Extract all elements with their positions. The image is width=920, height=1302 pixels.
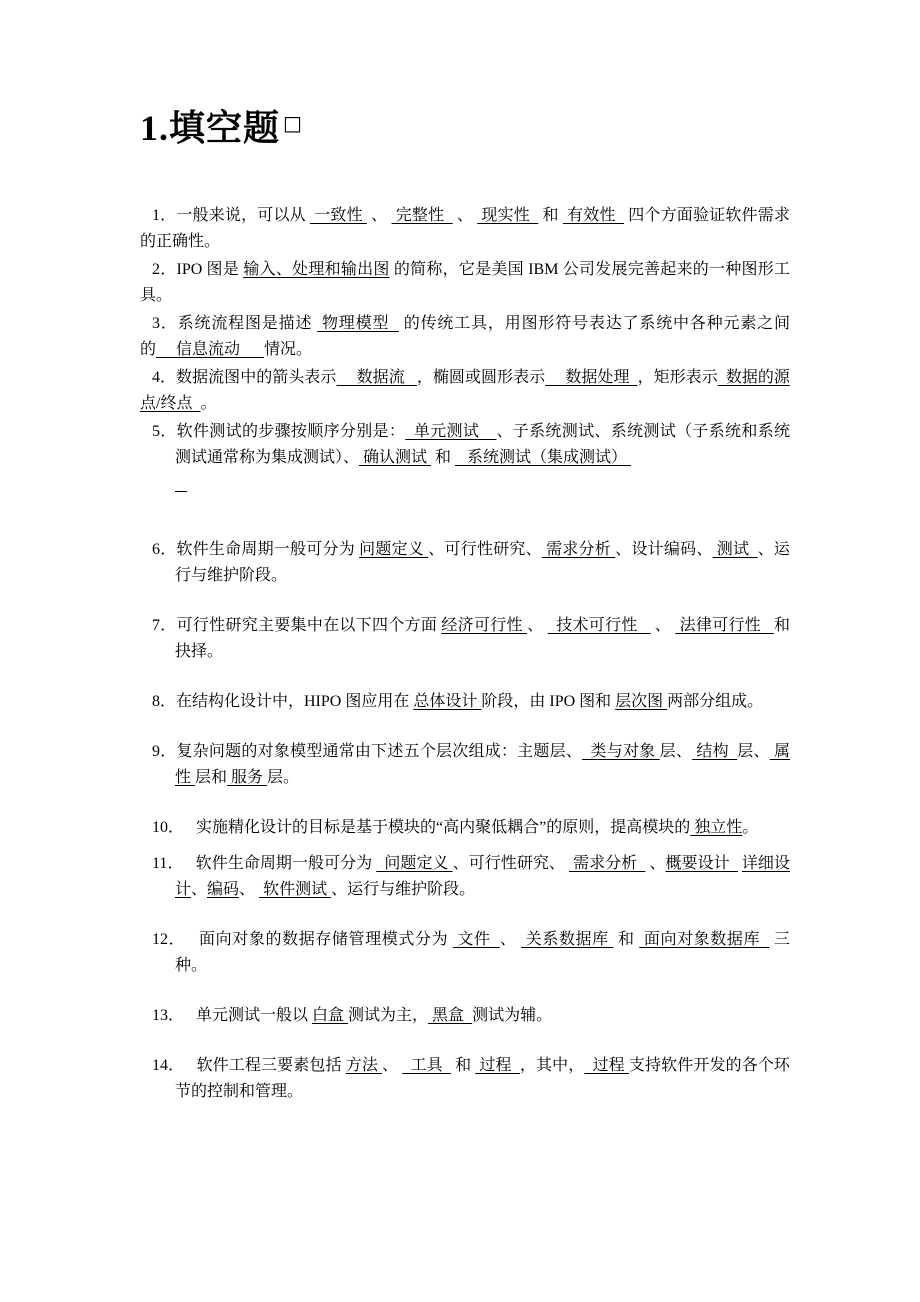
question-10 [140,815,790,841]
blank-answer: 信息流动 [156,341,265,359]
question-text: 14． 软件工程三要素包括 [152,1057,346,1075]
question-text: 13． 单元测试一般以 [152,1007,313,1025]
blank-answer: 黑盒 [428,1007,473,1025]
blank-answer: 文件 [452,931,500,949]
blank-answer: 概要设计 [665,855,738,873]
question-text: 5．软件测试的步骤按顺序分别是： [152,423,406,441]
blank-answer: 现实性 [477,207,539,225]
blank-answer: 一致性 [310,207,367,225]
blank-answer: 问题定义 [376,855,453,873]
question-2 [140,257,790,309]
question-text: 支持软件开发的各个环节的控制和管理。 [175,1057,790,1101]
question-5 [140,419,790,497]
question-text: 两部分组成。 [667,693,764,711]
page-title-text: 1.填空题 [140,108,281,148]
blank-answer: 输入、处理和输出图 [243,261,390,279]
blank-answer: 问题定义 [359,541,429,559]
question-1 [140,203,790,255]
question-text: ，其中， [519,1057,585,1075]
blank-answer: 数据的源点/终点 [140,369,790,413]
question-text: 的简称，它是美国 IBM 公司发展完善起来的一种图形工具。 [140,261,790,305]
question-text: 四个方面验证软件需求的正确性。 [140,207,790,251]
question-text: 层、 [737,743,770,761]
blank-answer: 总体设计 [413,693,482,711]
question-text: 情况。 [264,341,313,359]
missing-glyph-box: □ [283,111,303,135]
question-text: 1．一般来说，可以从 [152,207,311,225]
question-text: 层和 [195,769,228,787]
blank-answer: 数据处理 [545,369,638,387]
blank-answer: 方法 [345,1057,383,1075]
question-text: 测试为辅。 [472,1007,553,1025]
question-text: ，矩形表示 [637,369,718,387]
page-title [140,108,790,149]
question-text: 12． 面向对象的数据存储管理模式分为 [152,931,453,949]
question-text: 6．软件生命周期一般可分为 [152,541,360,559]
question-text: 。 [742,819,759,837]
question-12 [140,927,790,979]
question-4 [140,365,790,417]
blank-answer: 需求分析 [541,541,616,559]
question-14 [140,1053,790,1105]
question-list [140,203,790,1105]
question-text: 、 [650,617,676,635]
blank-answer: 结构 [692,743,738,761]
question-text: 的传统工具，用图形符号表达了系统中各种元素之间的 [140,315,790,359]
blank-answer: 面向对象数据库 [639,931,770,949]
question-text: 三种。 [175,931,790,975]
question-text: 和 [431,449,456,467]
question-text: 、 [191,881,208,899]
blank-answer: 独立性 [690,819,743,837]
question-text: 阶段，由 IPO 图和 [481,693,616,711]
question-3 [140,311,790,363]
question-text: ，椭圆或圆形表示 [416,369,546,387]
blank-answer: 有效性 [562,207,625,225]
question-text: 、 [366,207,392,225]
question-text: 和抉择。 [175,617,790,661]
blank-answer: 需求分析 [569,855,646,873]
question-text: 、子系统测试、系统测试（子系统和系统测试通常称为集成测试）、 [175,423,790,467]
blank-answer: 完整性 [391,207,453,225]
question-text: 、运行与维护阶段。 [331,881,476,899]
blank-answer: 测试 [712,541,758,559]
blank-answer: 白盒 [312,1007,349,1025]
blank-answer: 物理模型 [317,315,399,333]
question-text: 、可行性研究、 [428,541,542,559]
question-text: 、 [527,617,548,635]
blank-answer: 类与对象 [582,743,660,761]
question-text: 7．可行性研究主要集中在以下四个方面 [152,617,442,635]
question-9 [140,739,790,791]
question-text: 、设计编码、 [615,541,713,559]
question-text: 层。 [267,769,300,787]
blank-answer [175,475,187,492]
question-text: 、 [499,931,522,949]
question-text: 和 [613,931,640,949]
blank-answer: 过程 [475,1057,520,1075]
question-text: 和 [538,207,563,225]
blank-answer: 系统测试（集成测试） [455,449,632,467]
blank-answer: 经济可行性 [441,617,528,635]
blank-answer: 过程 [584,1057,629,1075]
blank-answer: 单元测试 [405,423,497,441]
question-text: 测试为主， [348,1007,429,1025]
question-11 [140,851,790,903]
question-6 [140,537,790,589]
question-8 [140,689,790,715]
question-text: 10． 实施精化设计的目标是基于模块的“高内聚低耦合”的原则，提高模块的 [152,819,691,837]
blank-answer: 工具 [402,1057,451,1075]
question-text: 9．复杂问题的对象模型通常由下述五个层次组成：主题层、 [152,743,583,761]
blank-answer: 数据流 [336,369,417,387]
blank-answer: 编码 [207,881,240,899]
blank-answer: 属性 [175,743,790,787]
question-text: 层、 [659,743,693,761]
question-text: 4．数据流图中的箭头表示 [152,369,337,387]
blank-answer: 软件测试 [259,881,332,899]
question-7 [140,613,790,665]
blank-answer: 关系数据库 [521,931,614,949]
blank-answer: 确认测试 [359,449,432,467]
blank-answer: 层次图 [615,693,668,711]
question-text: 。 [200,395,217,413]
question-text: 、 [239,881,260,899]
blank-answer: 法律可行性 [675,617,774,635]
question-text: 、可行性研究、 [452,855,570,873]
question-text: 、 [645,855,666,873]
question-text: 和 [450,1057,476,1075]
question-text: 8．在结构化设计中，HIPO 图应用在 [152,693,414,711]
question-13 [140,1003,790,1029]
question-text: 2．IPO 图是 [152,261,244,279]
question-text: 、 [382,1057,403,1075]
question-text: 3．系统流程图是描述 [152,315,318,333]
question-text: 11． 软件生命周期一般可分为 [152,855,377,873]
blank-answer: 技术可行性 [547,617,651,635]
blank-answer: 详细设计 [175,855,790,899]
question-text: 、运行与维护阶段。 [175,541,790,585]
blank-answer: 服务 [227,769,268,787]
question-text: 、 [452,207,478,225]
